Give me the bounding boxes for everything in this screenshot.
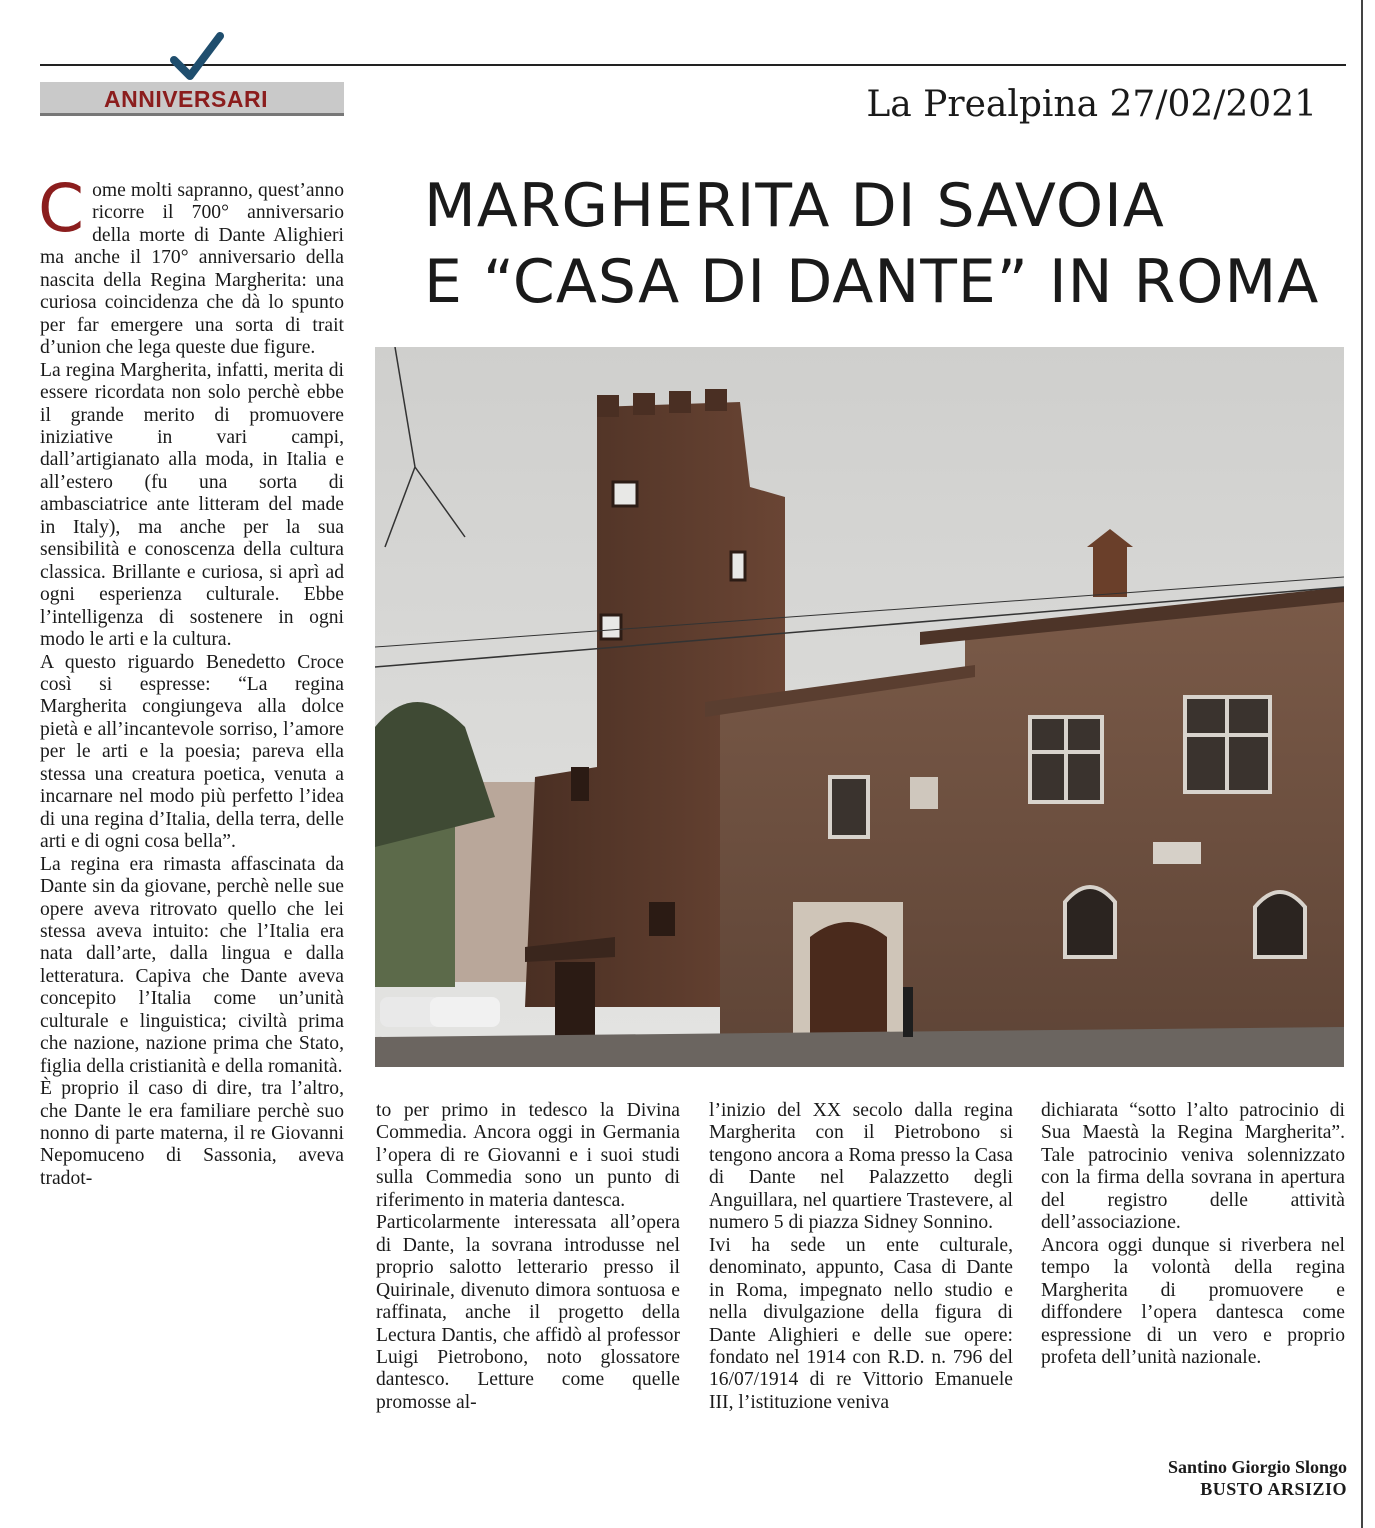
- paragraph: ome molti sapranno, quest’anno ricorre il 700° anniversario della morte di Dante Alighieri ma anche il 170° anniversario della nascita della Regina Margherita: una curiosa coincidenza che dà lo spunto per far emergere una sorta di trait d’union che lega queste due figure.: [40, 180, 344, 359]
- paragraph: È proprio il caso di dire, tra l’altro, che Dante le era familiare perchè suo nonno di parte materna, il re Giovanni Nepomuceno di Sassonia, aveva tradot-: [40, 1078, 344, 1189]
- paragraph: La regina era rimasta affascinata da Dante sin da giovane, perchè nelle sue opere aveva ritrovato quello che lei stessa aveva intuito: che l’Italia era nata dall’arte, dalla lingua e dalla letteratura. Capiva che Dante aveva concepito l’Italia come un’unità culturale e linguistica; civiltà prima che nazione, nazione prima che Stato, figlia della cristianità e della romanità.: [40, 853, 344, 1077]
- author-signature: [1168, 1456, 1347, 1500]
- paragraph: La regina Margherita, infatti, merita di essere ricordata non solo perchè ebbe il grande merito di promuovere iniziative in vari campi, dall’artigianato alla moda, in Italia e all’estero (fu una sorta di ambasciatrice ante litteram del made in Italy), ma anche per la sua sensibilità e conoscenza della cultura classica. Brillante e curiosa, si aprì ad ogni esperienza culturale. Ebbe l’intelligenza di sostenere in ogni modo le arti e la cultura.: [40, 359, 344, 651]
- paragraph: Ivi ha sede un ente culturale, denominato, appunto, Casa di Dante in Roma, impegnato nello studio e nella divulgazione della figura di Dante Alighieri e delle sue opere: fondato nel 1914 con R.D. n. 796 del 16/07/1914 di re Vittorio Emanuele III, l’istituzione veniva: [709, 1234, 1013, 1413]
- article-column-2: [376, 1100, 680, 1414]
- paragraph: Ancora oggi dunque si riverbera nel tempo la volontà della regina Margherita di promuovere e diffondere l’opera dantesca come espressione di un vero e proprio profeta dell’unità nazionale.: [1041, 1234, 1345, 1368]
- article-column-1: [38, 170, 344, 1190]
- paragraph: l’inizio del XX secolo dalla regina Margherita con il Pietrobono si tengono ancora a Roma presso la Casa di Dante nel Palazzetto degli Anguillara, nel quartiere Trastevere, al numero 5 di piazza Sidney Sonnino.: [709, 1100, 1013, 1234]
- article-photo: [375, 347, 1344, 1067]
- article-column-4: [1041, 1100, 1345, 1369]
- page-edge-rule: [1361, 0, 1363, 1528]
- paragraph: A questo riguardo Benedetto Croce così si espresse: “La regina Margherita congiungeva alla dolce pietà e all’incantevole sorriso, l’amore per le arti e la poesia; pareva ella stessa una creatura poetica, venuta a incarnare nel modo più perfetto l’idea di una regina d’Italia, della terra, delle arti e di ogni cosa bella”.: [40, 651, 344, 853]
- headline: [424, 168, 1344, 320]
- author-name: Santino Giorgio Slongo: [1167, 1457, 1347, 1477]
- drop-cap: C: [38, 170, 85, 247]
- paragraph: to per primo in tedesco la Divina Commedia. Ancora oggi in Germania l’opera di re Giovanni e i suoi studi sulla Commedia sono un punto di riferimento in materia dantesca.: [376, 1100, 680, 1211]
- headline-line-2: E “CASA DI DANTE” IN ROMA: [424, 247, 1320, 317]
- headline-line-1: MARGHERITA DI SAVOIA: [424, 171, 1165, 241]
- section-tag: [40, 82, 344, 116]
- casa-di-dante-photo: [375, 347, 1344, 1067]
- article-column-3: [709, 1100, 1013, 1414]
- paragraph: dichiarata “sotto l’alto patrocinio di Sua Maestà la Regina Margherita”. Tale patrocinio veniva solennizzato con la firma della sovrana in apertura del registro delle attività dell’associazione.: [1041, 1100, 1345, 1234]
- section-label: ANNIVERSARI: [104, 86, 268, 112]
- checkmark-icon: [168, 30, 224, 86]
- author-city: BUSTO ARSIZIO: [1200, 1479, 1347, 1499]
- paragraph: Particolarmente interessata all’opera di Dante, la sovrana introdusse nel proprio salotto letterario presso il Quirinale, divenuto dimora sontuosa e raffinata, anche il progetto della Lectura Dantis, che affidò al professor Luigi Pietrobono, noto glossatore dantesco. Letture come quelle promosse al-: [376, 1212, 680, 1413]
- header-rule: [40, 64, 1346, 66]
- masthead-date: La Prealpina 27/02/2021: [866, 84, 1317, 125]
